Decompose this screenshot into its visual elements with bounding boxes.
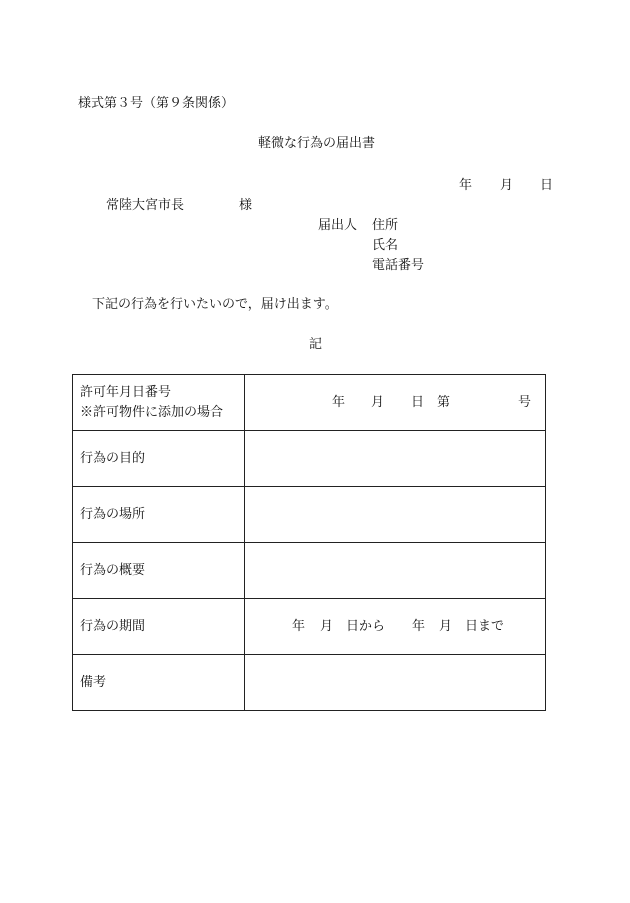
period-end-month: 月 [439, 619, 453, 634]
applicant-label: 届出人 [318, 218, 358, 233]
addressee-honorific: 様 [239, 198, 253, 213]
table-row-purpose [73, 431, 546, 487]
remarks-label: 備考 [73, 655, 245, 711]
permit-dai: 第 [437, 395, 451, 410]
addressee-name: 常陸大宮市長 [106, 198, 185, 213]
remarks-value-cell[interactable] [245, 655, 546, 711]
table-row-location [73, 487, 546, 543]
permit-day: 日 [411, 395, 425, 410]
form-number: 様式第３号（第９条関係） [78, 96, 235, 111]
purpose-value-cell[interactable] [245, 431, 546, 487]
period-start-day: 日から [346, 619, 386, 634]
period-label: 行為の期間 [73, 599, 245, 655]
date-day: 日 [540, 178, 554, 193]
purpose-label: 行為の目的 [73, 431, 245, 487]
permit-go: 号 [518, 395, 532, 410]
table-row-permit [73, 375, 546, 431]
date-month: 月 [500, 178, 514, 193]
location-value-cell[interactable] [245, 487, 546, 543]
permit-label-line-2: ※許可物件に添加の場合 [80, 404, 224, 420]
period-start-year: 年 [292, 619, 306, 634]
table-row-remarks [73, 655, 546, 711]
statement: 下記の行為を行いたいので，届け出ます。 [92, 297, 338, 312]
location-label: 行為の場所 [73, 487, 245, 543]
period-end-year: 年 [412, 619, 426, 634]
period-start-month: 月 [320, 619, 334, 634]
permit-label-line-1: 許可年月日番号 [80, 384, 172, 400]
applicant-address-label: 住所 [372, 218, 399, 233]
date-year: 年 [459, 178, 473, 193]
table-row-period [73, 599, 546, 655]
permit-year: 年 [332, 395, 346, 410]
document-title: 軽微な行為の届出書 [258, 136, 376, 151]
form-table [72, 374, 546, 711]
permit-label-cell [73, 375, 245, 431]
overview-label: 行為の概要 [73, 543, 245, 599]
applicant-phone-label: 電話番号 [372, 258, 425, 273]
overview-value-cell[interactable] [245, 543, 546, 599]
ki-heading: 記 [309, 337, 323, 352]
permit-month: 月 [371, 395, 385, 410]
permit-value-cell [245, 375, 546, 431]
period-value-cell [245, 599, 546, 655]
period-end-day: 日まで [465, 619, 505, 634]
table-row-overview [73, 543, 546, 599]
applicant-name-label: 氏名 [372, 238, 399, 253]
